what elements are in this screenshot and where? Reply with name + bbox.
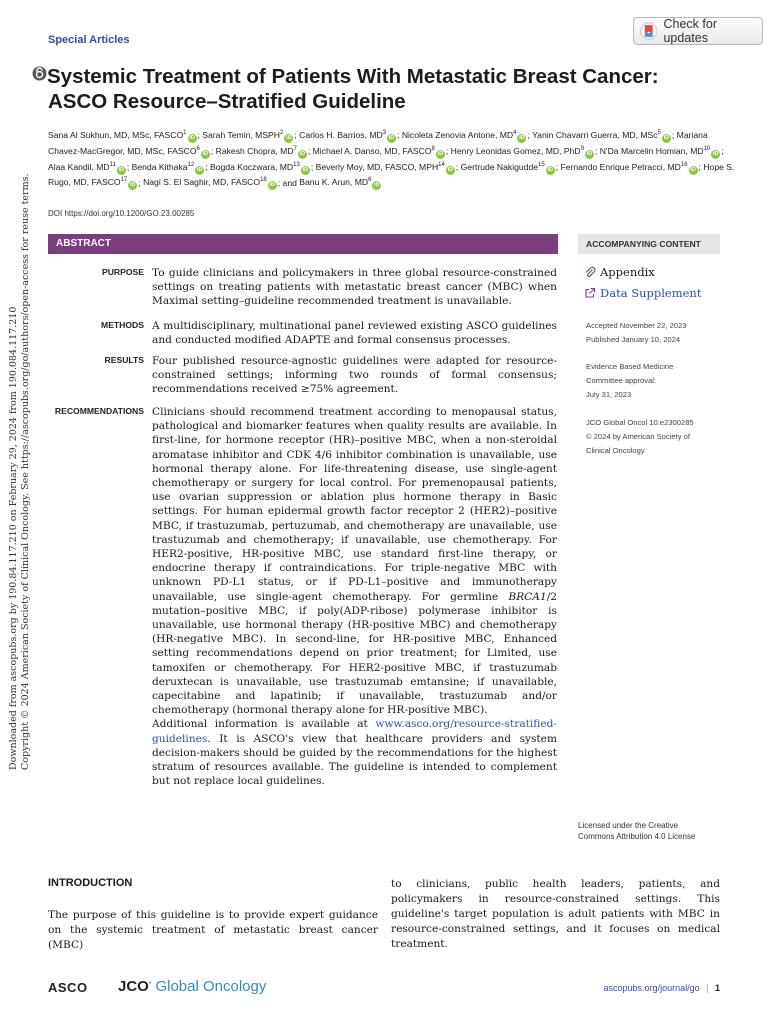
publication-dates [586, 319, 686, 347]
author-affiliation: 4 [513, 130, 517, 136]
recommendations-label: RECOMMENDATIONS [54, 406, 144, 416]
author-name: Gertrude Nakigudde [460, 161, 539, 172]
author-affiliation: 15 [538, 161, 545, 168]
orcid-icon[interactable]: iD [519, 134, 525, 141]
author [143, 177, 278, 187]
author-affiliation: 3 [382, 130, 387, 136]
results-label: RESULTS [104, 355, 144, 365]
author-name: Mariana Chavez-MacGregor, MD, MSc, FASCO [48, 129, 708, 156]
author-name: Carlos H. Barrios, MD [299, 129, 383, 140]
orcid-icon[interactable]: iD [663, 134, 670, 141]
orcid-icon[interactable]: iD [189, 134, 195, 141]
recommendations-text [152, 405, 557, 788]
footer-journal-url [604, 983, 720, 993]
orcid-icon[interactable]: iD [202, 150, 209, 157]
check-for-updates-button[interactable] [633, 17, 763, 45]
orcid-icon[interactable]: iD [269, 182, 276, 189]
methods-label: METHODS [101, 320, 144, 330]
author [532, 130, 672, 140]
download-notice-line-1: Downloaded from ascopubs.org by 190.84.117.210 on February 29, 2024 from 190.084.117.210 [8, 306, 19, 770]
author [313, 146, 446, 156]
author-affiliation: 13 [293, 161, 300, 168]
author-affiliation: 7 [293, 145, 297, 152]
author-affiliation: 12 [187, 161, 195, 168]
author [299, 177, 382, 187]
author-affiliation: 16 [680, 161, 688, 168]
accepted-date: Accepted November 22, 2023 [586, 321, 687, 330]
license-line-2: Commons Attribution 4.0 License [578, 832, 696, 841]
citation-line-1: JCO Global Oncol 10:e2300285 [586, 418, 694, 427]
author-name: Michael A. Danso, MD, FASCO [312, 145, 432, 156]
author-name: Sarah Temin, MSPH [202, 129, 280, 140]
author [132, 162, 206, 172]
journal-url[interactable]: ascopubs.org/journal/go [603, 983, 700, 993]
author [216, 146, 308, 156]
published-date: Published January 10, 2024 [586, 335, 681, 344]
doi[interactable]: DOI https://doi.org/10.1200/GO.23.00285 [48, 209, 195, 218]
author [299, 130, 397, 140]
orcid-icon[interactable]: iD [690, 166, 696, 173]
author-name: Benda Kithaka [131, 161, 188, 172]
accompanying-content-heading: ACCOMPANYING CONTENT [578, 234, 720, 254]
author-name: Alaa Kandil, MD [48, 161, 110, 172]
author-list: Sana Al Sukhun, MD, MSc, FASCO$^1$iD ; Sarah Temin, MSPH$^2$iD ; Carlos H. Barrios, $MD^3iD$ ; Nicoleta Zenovia Antone, $MD^4iD$ ; Yanin Chavarri Guerra, MD, MSc$^5$iD ; Mariana Chavez-MacGregor, MD, MSc, FASCO$^6$iD ; Rakesh Chopra, $MD^7iD$ ; Michael A. Danso, MD, FASCO$^8$iD ; Henry Leonidas Gomez, MD, PhD$^9$iD ; N'Da Marcelin Homian, MD$^{10}$iD ; Alaa Kandil, MD$^{11}$iD ; Benda Kithaka$^{12}$iD ; Bogda Koczwara, MD$^{13}$iD ; Beverly Moy, MD, FASCO, MPH$^{14}$iD ; Gertrude Nakigudde$^{15}$iD ; Fernando Enrique Petracci, MD$^{16}$iD ; Hope S. Rugo, MD, FASCO$^{17}$iD ; Nagi S. El Saghir, MD, FASCO$^{18}$iD ; and Banu K. Arun, $MD^6iD$ [48, 129, 735, 189]
ebm-line-1: Evidence Based Medicine [586, 362, 674, 371]
license-note [578, 820, 695, 842]
recommendations-part-2: /2 mutation–positive MBC, if poly(ADP-ribose) polymerase inhibitor is unavailable, use hormonal therapy (HR-positive MBC) and chemotherapy (HR-negative MBC). In second-line, for HR-positive MBC, Enhanced setting recommendations depend on prior treatment; for Limited, use tamoxifen or chemotherapy. For HER2-positive MBC, if trastuzumab deruxtecan is unavailable, use trastuzumab emtansine; if unavailable, capecitabine and lapatinib; if unavailable, trastuzumab and/or chemotherapy (hormonal therapy alone for HR-positive MBC). [152, 590, 557, 717]
page-number: 1 [714, 983, 720, 993]
author [451, 146, 595, 156]
open-access-icon [32, 66, 47, 81]
author-affiliation: 17 [120, 177, 128, 184]
author [48, 162, 127, 172]
orcid-icon[interactable]: iD [118, 166, 125, 173]
jco-global-oncology-logo: JCO• Global Oncology [118, 978, 267, 995]
author [402, 130, 528, 140]
author-name: Fernando Enrique Petracci, MD [560, 161, 681, 172]
purpose-label: PURPOSE [101, 267, 144, 277]
data-supplement-label: Data Supplement [600, 286, 702, 300]
author [210, 162, 311, 172]
author-affiliation: 11 [109, 161, 116, 168]
author-name: Rakesh Chopra, MD [215, 145, 294, 156]
methods-text: A multidisciplinary, multinational panel reviewed existing ASCO guidelines and conducted modified ADAPTE and formal consensus processes. [152, 320, 557, 347]
author-name: Nagi S. El Saghir, MD, FASCO [143, 177, 261, 188]
abstract-heading: ABSTRACT [48, 234, 558, 254]
external-link-icon [584, 287, 596, 299]
orcid-icon[interactable]: iD [586, 150, 593, 157]
author [202, 130, 294, 140]
purpose-text: To guide clinicians and policymakers in three global resource-constrained settings on treating patients with metastatic breast cancer (MBC) when Maximal setting–guideline recommended treatment is unavailable. [152, 267, 557, 308]
introduction-left-column: The purpose of this guideline is to provide expert guidance on the systemic treatment of metastatic breast cancer (MBC) [48, 909, 378, 951]
additional-info-1: Additional information is available at [152, 718, 376, 731]
footer-separator: | [706, 983, 709, 993]
orcid-icon[interactable]: iD [447, 166, 454, 173]
article-title-text: Systemic Treatment of Patients With Metastatic Breast Cancer: ASCO Resource–Stratified Guideline [47, 65, 659, 113]
introduction-right-column: to clinicians, public health leaders, patients, and policymakers in resource-constrained settings. This guideline's target population is adult patients with MBC in resource-constrained settings, and it focuses on medical treatment. [391, 878, 720, 950]
additional-info-2: . It is ASCO's view that healthcare providers and system decision-makers should be guided by the recommendations for the highest stratum of resources available. The guideline is intended to complement but not replace local guidelines. [152, 732, 557, 788]
author-affiliation: 5 [657, 130, 661, 136]
orcid-icon[interactable]: iD [299, 150, 306, 157]
author [560, 162, 698, 172]
author-affiliation: 14 [438, 161, 445, 168]
download-notice-line-2: Copyright © 2024 American Society of Clinical Oncology. See https://ascopubs.org/go/authors/open-access for reuse terms. [20, 173, 31, 770]
orcid-icon[interactable]: iD [713, 150, 719, 157]
author-name: Banu K. Arun, MD [299, 177, 369, 188]
download-notice [8, 174, 32, 770]
author-name: Sana Al Sukhun, MD, MSc, FASCO [48, 129, 184, 140]
citation-info [586, 416, 694, 458]
citation-line-3: Clinical Oncology [586, 446, 645, 455]
citation-line-2: © 2024 by American Society of [586, 432, 690, 441]
asco-logo: ASCO [48, 980, 88, 995]
author [461, 162, 556, 172]
article-title [48, 64, 718, 114]
author-affiliation: 8 [431, 145, 435, 152]
author-affiliation: 6 [368, 177, 372, 184]
oncology-logo-text: Oncology [203, 978, 267, 995]
orcid-icon[interactable]: iD [388, 134, 395, 141]
section-label: Special Articles [48, 34, 130, 46]
brca-gene: BRCA1 [508, 590, 547, 603]
results-text: Four published resource-agnostic guidelines were adapted for resource-constrained settings; informing two rounds of formal consensus; recommendations received ≥75% agreement. [152, 355, 557, 396]
appendix-link[interactable] [584, 265, 655, 279]
introduction-heading: INTRODUCTION [48, 877, 133, 889]
check-for-updates-label: Check for updates [663, 17, 717, 45]
author-name: Nicoleta Zenovia Antone, MD [401, 129, 514, 140]
author-name: N'Da Marcelin Homian, MD [599, 145, 704, 156]
author-affiliation: 9 [580, 145, 584, 152]
author [48, 130, 198, 140]
author [600, 146, 722, 156]
recommendations-part-1: Clinicians should recommend treatment according to menopausal status, pathological and biomarker features when quality results are available. In first-line, for hormone receptor (HR)–positive MBC, when a non-steroidal aromatase inhibitor and CDK 4/6 inhibitor combination is unavailable, use hormonal therapy alone. For life-threatening disease, use single-agent chemotherapy or surgery for local control. For premenopausal patients, use ovarian suppression or ablation plus hormone therapy in Basic settings. For human epidermal growth factor receptor 2 (HER2)–positive MBC, if trastuzumab, pertuzumab, and chemotherapy are unavailable, use trastuzumab and chemotherapy; if unavailable, use chemotherapy. For HER2-positive, HR-positive MBC, use standard first-line therapy, or endocrine therapy if contraindications. For triple-negative MBC with unknown PD-L1 status, or if PD-L1–positive and immunotherapy unavailable, use single-agent chemotherapy. For germline [152, 406, 557, 603]
appendix-label: Appendix [600, 265, 655, 279]
orcid-icon[interactable]: iD [196, 166, 203, 173]
data-supplement-link[interactable] [584, 286, 701, 300]
paperclip-icon [584, 266, 596, 278]
author-name: Bogda Koczwara, MD [210, 161, 294, 172]
orcid-icon[interactable]: iD [286, 134, 292, 141]
orcid-icon[interactable]: iD [547, 166, 553, 173]
orcid-icon[interactable]: iD [130, 182, 136, 189]
author-name: Yanin Chavarri Guerra, MD, MSc [532, 129, 658, 140]
ebm-line-2: Committee approval: [586, 376, 657, 385]
guidelines-link[interactable]: www.asco.org/resource-stratified-guidelines [152, 718, 557, 745]
author-affiliation: 18 [260, 177, 267, 184]
orcid-icon[interactable]: iD [302, 166, 309, 173]
ebm-approval [586, 360, 673, 402]
ebm-line-3: July 31, 2023 [586, 390, 632, 399]
author-affiliation: 6 [196, 145, 200, 152]
author-affiliation: 2 [280, 130, 284, 136]
author-affiliation: 10 [703, 145, 711, 152]
crossmark-icon [640, 22, 657, 40]
orcid-icon[interactable]: iD [374, 182, 380, 189]
author-name: Henry Leonidas Gomez, MD, PhD [450, 145, 581, 156]
author [316, 162, 456, 172]
jco-logo-text: JCO [118, 978, 149, 995]
author-name: Hope S. Rugo, MD, FASCO [48, 161, 735, 188]
author-affiliation: 1 [183, 130, 187, 136]
author-name: Beverly Moy, MD, FASCO, MPH [315, 161, 439, 172]
license-line-1: Licensed under the Creative [578, 821, 679, 830]
global-logo-text: Global [155, 978, 199, 995]
orcid-icon[interactable]: iD [437, 150, 444, 157]
